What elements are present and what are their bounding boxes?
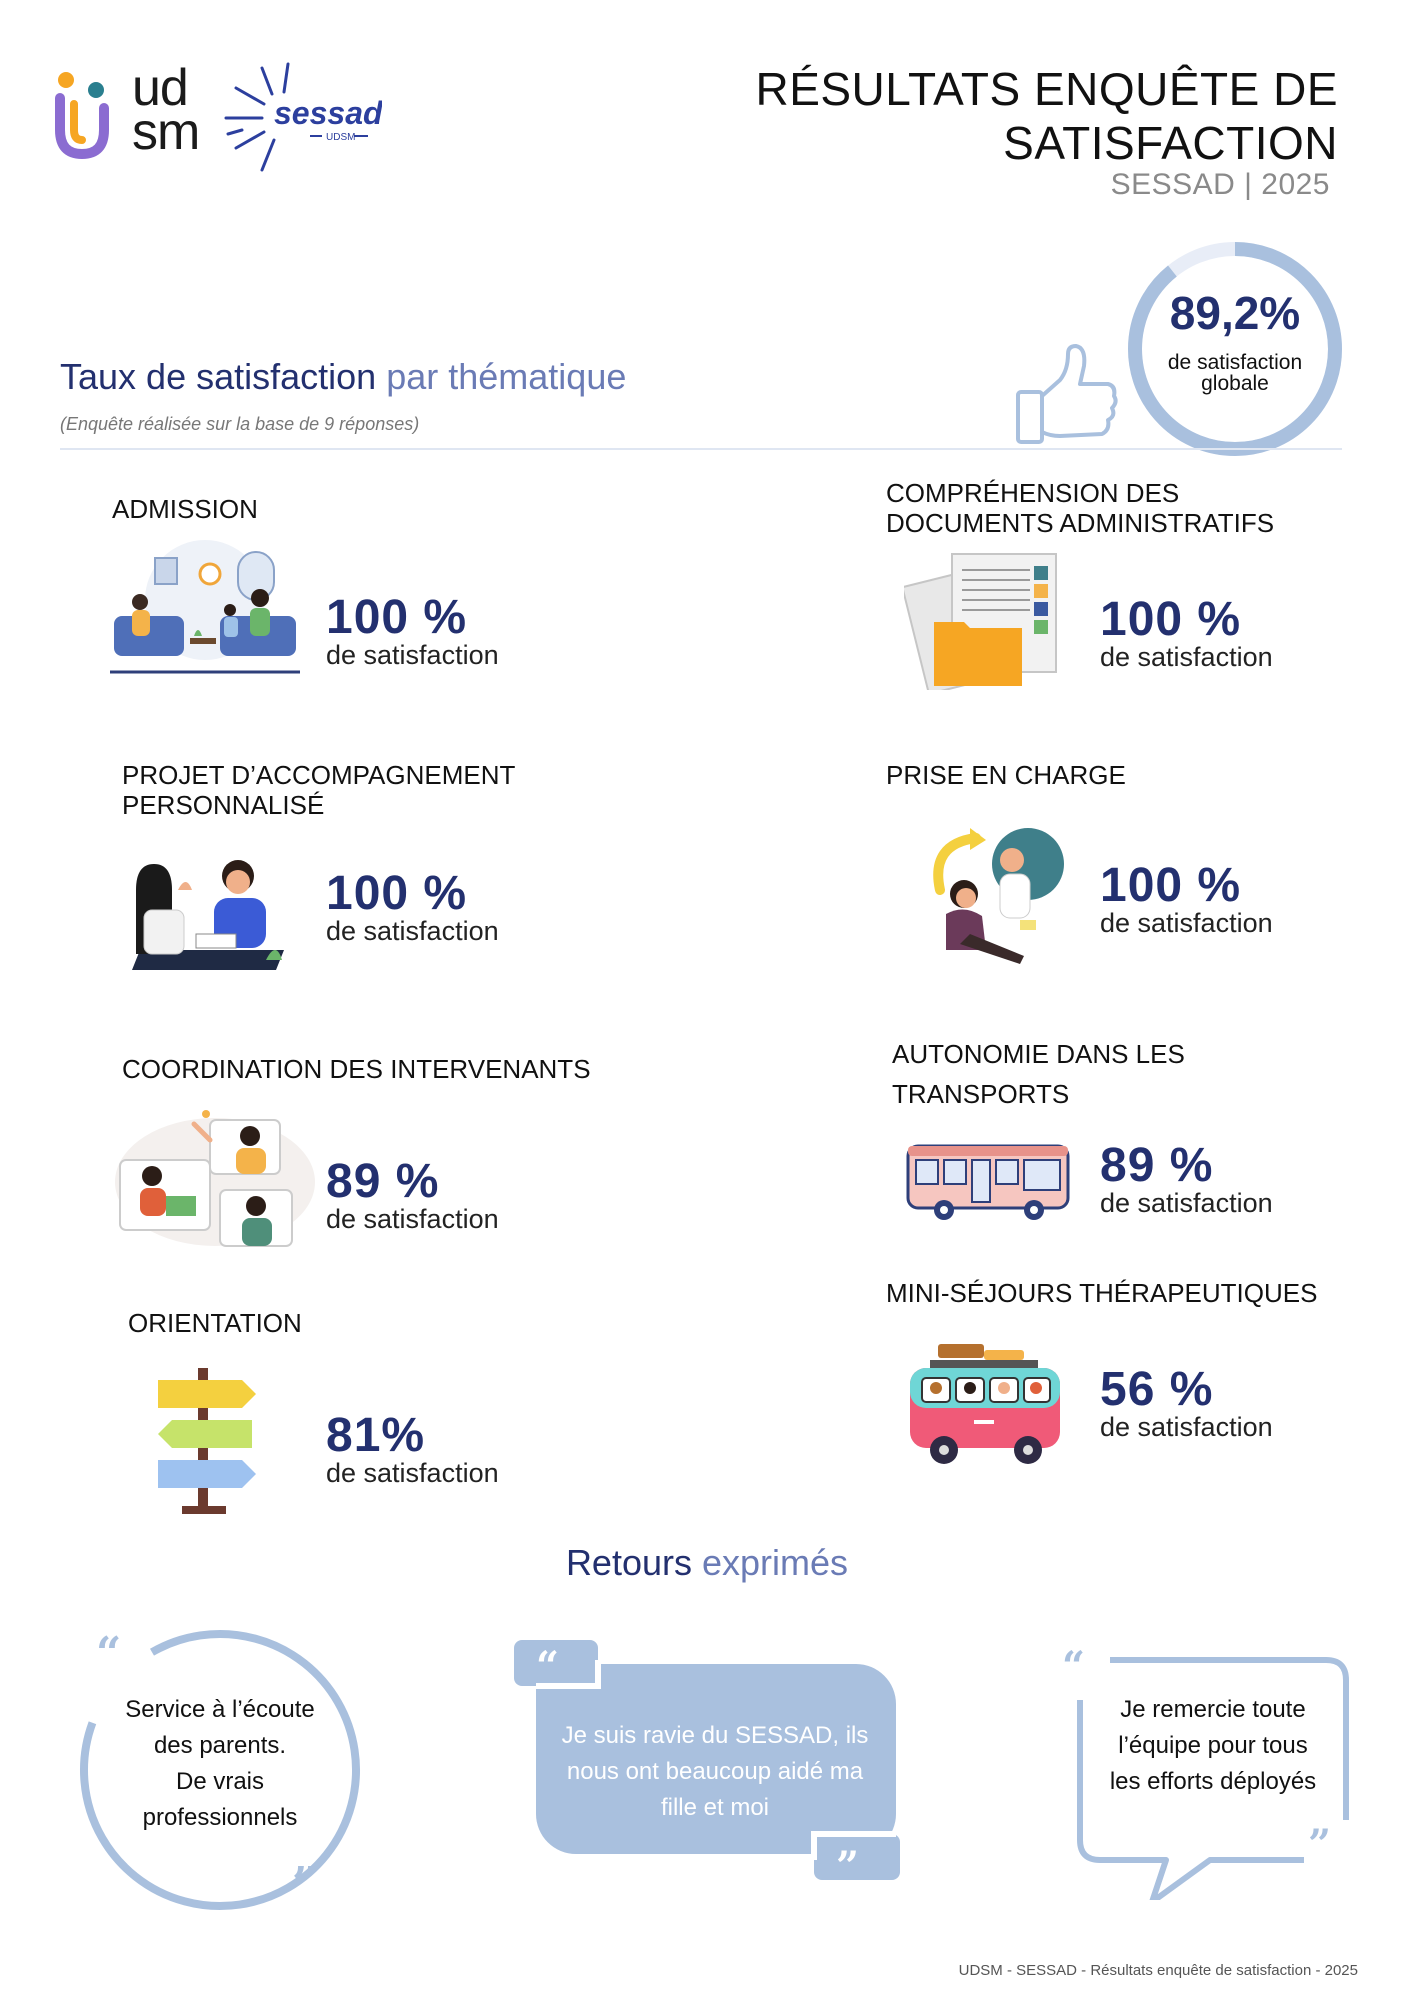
- category-title-documents: COMPRÉHENSION DES DOCUMENTS ADMINISTRATIFS: [886, 478, 1275, 538]
- van-trip-icon: [904, 1340, 1074, 1475]
- category-label-coordination: de satisfaction: [326, 1204, 499, 1234]
- category-title-prise-en-charge: PRISE EN CHARGE: [886, 760, 1126, 790]
- thumbs-up-icon: [1012, 340, 1122, 455]
- svg-text:”: ”: [1308, 1821, 1332, 1868]
- category-label-admission: de satisfaction: [326, 640, 499, 670]
- waiting-room-icon: [110, 540, 300, 685]
- svg-text:“: “: [536, 1643, 560, 1690]
- quote-text-3: Je remercie toute l’équipe pour tous les efforts déployés: [1109, 1696, 1317, 1795]
- category-title-orientation: ORIENTATION: [128, 1308, 302, 1338]
- conversation-icon: [126, 850, 286, 981]
- category-title-transports: AUTONOMIE DANS LES TRANSPORTS: [892, 1039, 1185, 1109]
- svg-text:“: “: [96, 1628, 122, 1679]
- category-value-documents: 100 %: [1100, 593, 1242, 646]
- global-satisfaction-label: de satisfaction globale: [1167, 351, 1303, 395]
- category-label-projet: de satisfaction: [326, 916, 499, 946]
- sessad-logo: [222, 58, 382, 183]
- category-value-orientation: 81%: [326, 1409, 426, 1462]
- category-label-documents: de satisfaction: [1100, 642, 1273, 672]
- svg-text:”: ”: [836, 1843, 860, 1880]
- global-satisfaction-value: 89,2%: [1169, 287, 1301, 339]
- page-footer: UDSM - SESSAD - Résultats enquête de satisfaction - 2025: [958, 1962, 1358, 1979]
- udsm-logo-text: ud sm: [132, 59, 200, 161]
- category-value-prise-en-charge: 100 %: [1100, 859, 1242, 912]
- signpost-icon: [152, 1366, 262, 1521]
- category-value-mini-sejours: 56 %: [1100, 1363, 1214, 1416]
- category-label-transports: de satisfaction: [1100, 1188, 1273, 1218]
- bus-icon: [904, 1140, 1074, 1229]
- sessad-logo-sub: UDSM: [326, 132, 356, 143]
- quote-text-1: Service à l’écoute des parents. De vrais professionnels: [125, 1696, 315, 1831]
- care-icon: [920, 824, 1070, 979]
- page-title: RÉSULTATS ENQUÊTE DE SATISFACTION: [755, 63, 1338, 169]
- category-value-admission: 100 %: [326, 591, 468, 644]
- feedback-title: Retours exprimés: [565, 1542, 849, 1583]
- video-meeting-icon: [110, 1110, 320, 1255]
- svg-text:“: “: [1062, 1643, 1086, 1690]
- svg-text:”: ”: [292, 1858, 318, 1909]
- udsm-logo-mark: [52, 70, 124, 167]
- documents-folder-icon: [904, 548, 1064, 695]
- quote-text-2: Je suis ravie du SESSAD, ils nous ont beaucoup aidé ma fille et moi: [561, 1722, 869, 1821]
- category-value-projet: 100 %: [326, 867, 468, 920]
- category-value-transports: 89 %: [1100, 1139, 1214, 1192]
- survey-note: (Enquête réalisée sur la base de 9 réponses): [60, 414, 420, 434]
- section-title: Taux de satisfaction par thématique: [60, 356, 627, 397]
- page-subtitle: SESSAD | 2025: [1110, 168, 1330, 201]
- category-label-mini-sejours: de satisfaction: [1100, 1412, 1273, 1442]
- sessad-logo-text: sessad: [274, 95, 382, 131]
- category-title-mini-sejours: MINI-SÉJOURS THÉRAPEUTIQUES: [886, 1278, 1318, 1308]
- category-value-coordination: 89 %: [326, 1155, 440, 1208]
- category-title-coordination: COORDINATION DES INTERVENANTS: [122, 1054, 591, 1084]
- category-title-admission: ADMISSION: [112, 494, 258, 524]
- divider: [60, 448, 1342, 450]
- category-label-prise-en-charge: de satisfaction: [1100, 908, 1273, 938]
- category-title-projet: PROJET D’ACCOMPAGNEMENT PERSONNALISÉ: [122, 760, 516, 820]
- category-label-orientation: de satisfaction: [326, 1458, 499, 1488]
